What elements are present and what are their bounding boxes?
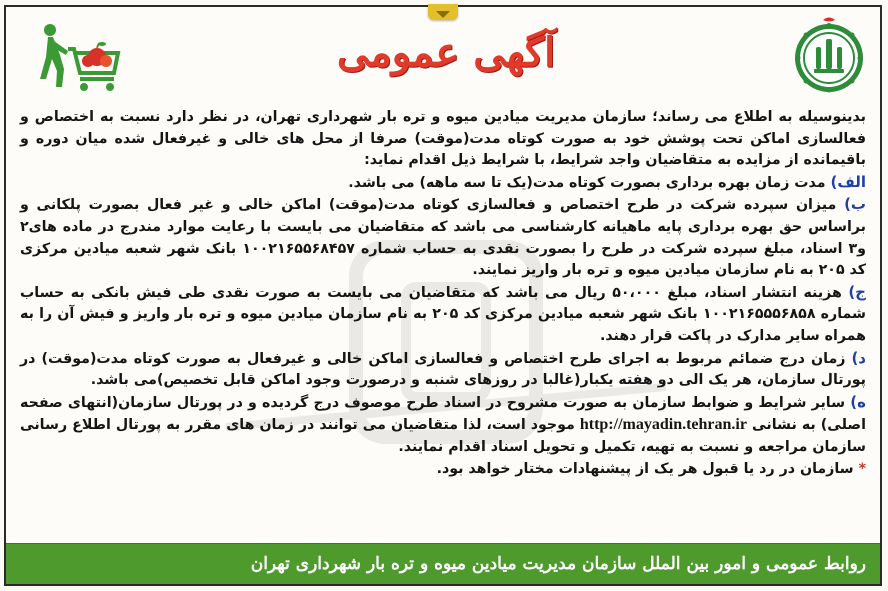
clause-alef-label: الف): [830, 172, 866, 191]
clause-alef: [20, 172, 866, 195]
clause-he: [20, 392, 866, 459]
clause-jim-text: هزینه انتشار اسناد، مبلغ ۵۰،۰۰۰ ریال می باشد که متقاضیان می بایست به صورت نقدی طی فیش بانکی به حساب شماره ۱۰۰۲۱۶۵۵۵۶۸۵۸ بانک شهر شعبه میادین مرکزی کد ۲۰۵ به نام سازمان میادین میوه و تره بار واریز و فیش آن را به همراه سایر مدارک در پاکت قرار دهند.: [20, 284, 866, 344]
clause-dal-label: د): [851, 348, 866, 367]
clause-be-label: ب): [844, 195, 866, 214]
clause-he-text-after: موجود است، لذا متقاضیان می توانند در زمان های مقرر به پورتال اطلاع رسانی سازمان مراجعه و نسبت به تهیه، تکمیل و تحویل اسناد اقدام نمایند.: [20, 417, 866, 455]
shopping-cart-with-fruit-icon: [40, 21, 122, 93]
clause-be-text: میزان سپرده شرکت در طرح اختصاص و فعالسازی کوتاه مدت(موقت) اماکن خالی و غیر فعال بصورت پلکانی و براساس حق بهره برداری پایه ماهیانه کارشناسی می باشد که متقاضیان می بایست با رعایت موارد مندرج در ماده های۲ و۳ اسناد، مبلغ سپرده شرکت در طرح را بصورت نقدی به حساب شماره ۱۰۰۲۱۶۵۵۶۸۴۵۷ بانک شهر شعبه میادین مرکزی کد ۲۰۵ به نام سازمان میادین میوه و تره بار واریز نمایند.: [20, 197, 866, 279]
portal-url-link[interactable]: http://mayadin.tehran.ir: [579, 416, 747, 434]
header: [6, 7, 880, 103]
clause-dal-text: زمان درج ضمائم مربوط به اجرای طرح اختصاص و فعالسازی اماکن خالی و غیرفعال به صورت کوتاه مدت(موقت) در پورتال سازمان، هر یک الی دو هفته یکبار(غالبا در روزهای شنبه و درصورت وجود اماکن قابل تخصیص)می باشد.: [20, 350, 866, 389]
footer-banner: روابط عمومی و امور بین الملل سازمان مدیریت میادین میوه و تره بار شهرداری تهران: [6, 543, 880, 584]
clause-dal: [20, 348, 866, 392]
clause-jim: [20, 282, 866, 348]
notice-title: آگهی عمومی: [336, 29, 556, 76]
note-paragraph: [20, 459, 866, 481]
clause-be: [20, 194, 866, 281]
clause-alef-text: مدت زمان بهره برداری بصورت کوتاه مدت(یک تا سه ماهه) می باشد.: [348, 174, 826, 191]
clause-he-label: ه): [850, 392, 866, 411]
intro-paragraph: [20, 107, 866, 172]
notice-body: [20, 107, 866, 480]
clause-jim-label: ج): [848, 282, 866, 301]
tehran-municipality-logo: [790, 17, 868, 95]
clause-he-text-before: سایر شرایط و ضوابط سازمان به صورت مشروح در اسناد طرح موصوف درج گردیده و در پورتال سازمان(انتهای صفحه اصلی) به نشانی: [20, 394, 866, 434]
notice-frame: [4, 5, 882, 586]
note-text: سازمان در رد یا قبول هر یک از پیشنهادات مختار خواهد بود.: [436, 460, 854, 477]
intro-text: بدینوسیله به اطلاع می رساند؛ سازمان مدیریت میادین میوه و تره بار شهرداری تهران، در نظر دارد نسبت به اختصاص و فعالسازی اماکن تحت پوشش خود به صورت کوتاه مدت(موقت) صرفا از محل های خالی و غیرفعال شده میان دوره و باقیمانده از مزایده به متقاضیان واجد شرایط، با شرایط ذیل اقدام نماید:: [20, 109, 866, 169]
asterisk-icon: *: [858, 460, 866, 477]
